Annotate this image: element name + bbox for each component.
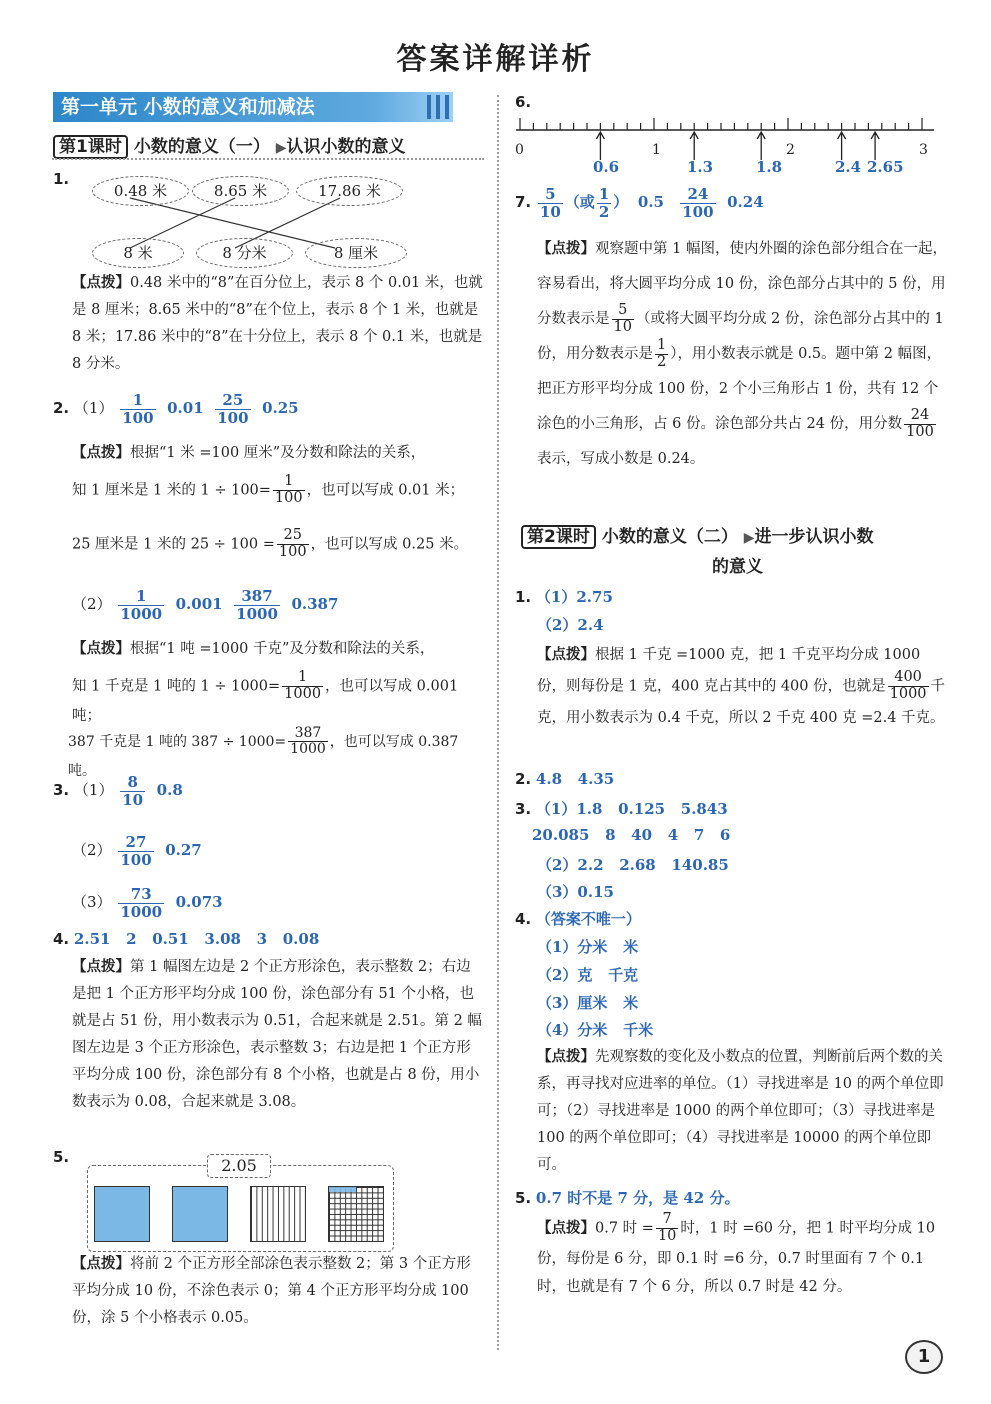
denominator: 100	[278, 543, 307, 560]
numerator: 25	[215, 392, 250, 410]
q2-fraction	[215, 392, 250, 426]
denominator: 2	[657, 353, 667, 370]
tip-text: 时，1 时 =60 分，把 1 时平均分成 10 份，每份是 6 分，即 0.1 时 =6 分，0.7 时里面有 7 个 0.1 时，也就是有 7 个 6 分，所以 0.7 时是 42 分。	[537, 1220, 936, 1295]
q7-answer	[515, 186, 764, 220]
q2-tip1-line3	[72, 528, 484, 561]
lesson1-name: 小数的意义（一）	[133, 137, 270, 157]
q6-answer: 1.8	[756, 158, 783, 176]
numerator: 1	[598, 185, 610, 203]
denominator: 1000	[236, 604, 278, 623]
q7-fraction	[680, 186, 715, 220]
fraction	[288, 726, 328, 758]
lesson2-name: 小数的意义（二）	[601, 527, 738, 547]
r3-answer-text: （1）1.8 0.125 5.843	[535, 800, 728, 818]
q2-decimal: 0.01	[167, 399, 204, 417]
tip-label: 【点拨】	[72, 959, 130, 975]
q2-tip2-line2	[72, 670, 484, 730]
unit-title: 第一单元 小数的意义和加减法	[61, 96, 315, 118]
q1-bottom-oval-2	[196, 238, 293, 268]
q1-top-label: 0.48 米	[113, 182, 168, 200]
numerator: 5	[612, 303, 634, 320]
denominator: 2	[598, 202, 610, 221]
tip-text: 387 千克是 1 吨的 387 ÷ 1000=	[68, 733, 287, 750]
q2-part1-label: （1）	[73, 399, 114, 417]
q1-tip-text: 0.48 米中的“8”在百分位上，表示 8 个 0.01 米，也就是 8 厘米；8.65 米中的“8”在个位上，表示 8 个 1 米，也就是 8 米；17.86 米中的“8”在十分位上，表示 8 个 0.1 米，也就是 8 分米。	[72, 275, 483, 372]
q7-or: （或	[564, 193, 595, 211]
q7-number: 7.	[515, 193, 532, 211]
r3-line-1	[515, 798, 728, 819]
tip-text: 知 1 厘米是 1 米的 1 ÷ 100=	[72, 482, 271, 499]
q4-number: 4.	[53, 930, 70, 948]
denominator: 100	[120, 850, 152, 869]
q1-top-label: 8.65 米	[213, 182, 268, 200]
lesson1-heading	[53, 132, 406, 157]
r3-number: 3.	[515, 800, 532, 818]
page-title: 答案详解详析	[396, 42, 595, 77]
r5-tip	[537, 1212, 947, 1301]
q3-decimal: 0.8	[156, 781, 183, 799]
q3-fraction	[120, 774, 145, 808]
denominator: 100	[682, 202, 714, 221]
q5-square-full-2	[172, 1186, 228, 1242]
q7-close: ）	[613, 193, 629, 211]
arrow-up-icon	[838, 132, 846, 160]
tip-label: 【点拨】	[537, 1220, 595, 1237]
q3-item-2	[72, 834, 202, 868]
r4-item: （3）厘米 米	[537, 994, 639, 1012]
r2-answer-text: 4.8 4.35	[535, 770, 615, 788]
lesson2-sub2: 的意义	[712, 557, 763, 577]
fraction	[273, 474, 305, 507]
r5-answer-text: 0.7 时不是 7 分，是 42 分。	[535, 1189, 740, 1207]
denominator: 10	[539, 202, 561, 221]
numerator: 5	[538, 186, 563, 204]
q7-decimal: 0.24	[727, 193, 764, 211]
fraction	[656, 1212, 678, 1245]
numerator: 1	[657, 336, 667, 353]
numerator: 25	[277, 528, 309, 545]
tick-label-0: 0	[515, 142, 524, 158]
q5-shaded-cells	[329, 1187, 356, 1192]
unit-title-banner	[53, 92, 453, 122]
number-line-ticks	[516, 118, 934, 160]
denominator: 1000	[889, 685, 927, 702]
q5-square-full-1	[94, 1186, 150, 1242]
numerator: 1	[282, 670, 323, 687]
numerator: 1	[120, 392, 155, 410]
triangle-icon: ▶	[275, 140, 287, 156]
q2-decimal: 0.001	[175, 595, 223, 613]
numerator: 400	[888, 670, 929, 687]
r4-tip-text: 先观察数的变化及小数点的位置，判断前后两个数的关系，再寻找对应进率的单位。（1）寻找进率是 10 的两个单位即可；（2）寻找进率是 1000 的两个单位即可；（3）寻找进率是 100 的两个单位即可；（4）寻找进率是 10000 的两个单位即可。	[537, 1049, 944, 1173]
q7-tip	[537, 232, 947, 477]
lesson2-sub: 进一步认识小数	[754, 527, 874, 547]
tip-label: 【点拨】	[537, 241, 595, 257]
q7-decimal: 0.5	[637, 193, 664, 211]
q7-fraction	[597, 186, 611, 220]
q2-part2-label: （2）	[72, 595, 112, 613]
r4-item: （4）分米 千米	[537, 1021, 654, 1039]
q2-decimal: 0.25	[262, 399, 299, 417]
tip-text: 表示，写成小数是 0.24。	[537, 451, 705, 467]
q5-value-label: 2.05	[207, 1154, 271, 1178]
q2-fraction	[118, 588, 164, 622]
fraction	[282, 670, 323, 703]
lesson1-sub: 认识小数的意义	[286, 137, 406, 157]
numerator: 73	[118, 886, 164, 904]
tip-label: 【点拨】	[537, 1049, 595, 1065]
r4-item: （2）克 千克	[537, 966, 639, 984]
q2-fraction	[120, 392, 155, 426]
numerator: 24	[680, 186, 715, 204]
q3-label: （2）	[72, 841, 112, 859]
tip-text: 根据 1 千克 =1000 克，把 1 千克平均分成 1000 份，则每份是 1 克，400 克占其中的 400 份，也就是	[537, 647, 921, 695]
q4-answer-text: 2.51 2 0.51 3.08 3 0.08	[73, 930, 320, 948]
r4-heading	[515, 908, 641, 929]
fraction	[655, 338, 668, 371]
q2-part2-answer	[72, 588, 338, 622]
tip-text: 知 1 千克是 1 吨的 1 ÷ 1000=	[72, 678, 281, 695]
tip-label: 【点拨】	[72, 1256, 130, 1272]
denominator: 1000	[290, 741, 326, 758]
denominator: 1000	[284, 685, 322, 702]
arrow-up-icon	[596, 132, 604, 160]
tip-text: （或将大圆平均分成 2 份，涂色部分占其中的 1 份，用分数表示是	[537, 311, 944, 362]
q1-top-label: 17.86 米	[318, 182, 381, 200]
tip-label: 【点拨】	[72, 445, 130, 461]
q1-bottom-label: 8 分米	[222, 244, 267, 262]
q3-item-3	[72, 886, 223, 920]
numerator: 1	[273, 474, 305, 491]
q3-number: 3.	[53, 781, 70, 799]
q1-number: 1.	[53, 170, 70, 188]
tip-text: ，也可以写成 0.001 吨；	[72, 678, 459, 724]
denominator: 100	[906, 423, 934, 440]
tip-text: 0.7 时 =	[595, 1220, 654, 1237]
triangle-icon: ▶	[743, 530, 755, 546]
arrow-up-icon	[757, 132, 765, 160]
tip-text: ，也可以写成 0.01 米；	[306, 482, 465, 499]
q4-answer	[53, 930, 319, 948]
denominator: 1000	[120, 604, 163, 623]
q3-label: （1）	[73, 781, 114, 799]
tip-label: 【点拨】	[72, 641, 130, 657]
lesson1-rule	[52, 158, 484, 160]
page-number: 1	[905, 1340, 943, 1374]
q6-answer: 2.65	[867, 158, 904, 176]
r3-line-4: （3）0.15	[537, 883, 614, 901]
q4-tip	[72, 954, 484, 1116]
tip-text: ，也可以写成 0.25 米。	[310, 536, 469, 553]
tip-text: ，也可以写成 0.387 吨。	[68, 733, 459, 779]
q6-answer: 2.4	[835, 158, 862, 176]
r3-line-2: 20.085 8 40 4 7 6	[532, 826, 731, 844]
q5-square-hundredths	[328, 1186, 384, 1242]
lesson1-tag: 第1课时	[53, 135, 128, 159]
q4-tip-text: 第 1 幅图左边是 2 个正方形涂色，表示整数 2；右边是把 1 个正方形平均分成 100 份，涂色部分有 51 个小格，也就是占 51 份，用小数表示为 0.51，合起来就是 2.51。第 2 幅图左边是 3 个正方形涂色，表示整数 3；右边是把 1 个正方形平均分成 100 份，涂色部分有 8 个小格，也就是占 8 份，用小数表示为 0.08，合起来就是 3.08。	[72, 959, 482, 1110]
q1-bottom-label: 8 米	[123, 244, 153, 262]
numerator: 7	[656, 1212, 678, 1229]
numerator: 387	[288, 726, 328, 742]
denominator: 10	[657, 1227, 677, 1244]
tip-label: 【点拨】	[72, 275, 130, 291]
denominator: 10	[122, 790, 144, 809]
tip-text: 千克，用小数表示为 0.4 千克，所以 2 千克 400 克 =2.4 千克。	[537, 678, 946, 726]
fraction	[888, 670, 929, 703]
r1-answer-text: （1）2.75	[535, 588, 613, 606]
numerator: 8	[120, 774, 145, 792]
r4-number: 4.	[515, 910, 532, 928]
r5-answer	[515, 1187, 739, 1208]
q1-tip	[72, 270, 484, 378]
q3-fraction	[118, 886, 164, 920]
tick-label-1: 1	[652, 142, 661, 158]
denominator: 1000	[120, 902, 163, 921]
q1-bottom-oval-1	[92, 238, 184, 268]
q5-square-tenths	[250, 1186, 306, 1242]
tip-text: 根据“1 吨 =1000 千克”及分数和除法的关系，	[130, 641, 435, 657]
banner-decoration	[422, 95, 449, 128]
tip-text: 观察题中第 1 幅图，使内外圈的涂色部分组合在一起，容易看出，将大圆平均分成 10 份，涂色部分占其中的 5 份，用分数表示是	[537, 241, 947, 327]
numerator: 1	[118, 588, 164, 606]
q6-number: 6.	[515, 93, 532, 111]
r4-tip	[537, 1044, 947, 1179]
q3-item-1	[53, 774, 183, 808]
tip-text: 25 厘米是 1 米的 25 ÷ 100 =	[72, 536, 275, 553]
q3-decimal: 0.27	[165, 841, 202, 859]
arrow-up-icon	[690, 132, 698, 160]
q2-tip1	[72, 440, 484, 467]
numerator: 27	[118, 834, 153, 852]
denominator: 100	[274, 489, 303, 506]
r3-line-3: （2）2.2 2.68 140.85	[537, 856, 729, 874]
r2-number: 2.	[515, 770, 532, 788]
q2-part1-answer	[53, 392, 299, 426]
q1-top-oval-3	[296, 176, 403, 206]
q6-answer: 1.3	[687, 158, 714, 176]
r2-answer	[515, 770, 614, 788]
numerator: 24	[904, 408, 936, 425]
r1-number: 1.	[515, 588, 532, 606]
q3-fraction	[118, 834, 153, 868]
fraction	[904, 408, 936, 441]
denominator: 10	[613, 318, 632, 335]
q2-decimal: 0.387	[291, 595, 339, 613]
numerator: 387	[234, 588, 280, 606]
q3-label: （3）	[72, 893, 112, 911]
r4-item: （1）分米 米	[537, 938, 639, 956]
r1-answer-2: （2）2.4	[537, 616, 604, 634]
lesson2-heading	[521, 522, 874, 547]
denominator: 100	[122, 408, 154, 427]
q1-top-oval-1	[92, 176, 189, 206]
tip-text: ），用小数表示就是 0.5。题中第 2 幅图，把正方形平均分成 100 份，2 个小三角形占 1 份，共有 12 个涂色的小三角形，占 6 份。涂色部分共占 24 份，用分数	[537, 346, 942, 432]
q5-tip-text: 将前 2 个正方形全部涂色表示整数 2；第 3 个正方形平均分成 10 份，不涂色表示 0；第 4 个正方形平均分成 100 份，涂 5 个小格表示 0.05。	[72, 1256, 471, 1326]
r1-tip	[537, 640, 947, 733]
q1-top-oval-2	[192, 176, 289, 206]
q2-fraction	[234, 588, 280, 622]
q6-answer: 0.6	[593, 158, 620, 176]
tick-label-2: 2	[786, 142, 795, 158]
q5-tip	[72, 1251, 484, 1332]
q2-tip2	[72, 636, 484, 663]
r4-note: （答案不唯一）	[535, 910, 641, 928]
arrow-up-icon	[871, 132, 879, 160]
q1-bottom-label: 8 厘米	[333, 244, 379, 262]
q5-number: 5.	[53, 1148, 70, 1166]
q7-fraction	[538, 186, 563, 220]
tip-label: 【点拨】	[537, 647, 595, 663]
r5-number: 5.	[515, 1189, 532, 1207]
denominator: 100	[217, 408, 249, 427]
q2-tip1-line2	[72, 474, 484, 507]
q1-bottom-oval-3	[305, 238, 407, 268]
tip-text: 根据“1 米 =100 厘米”及分数和除法的关系，	[130, 445, 426, 461]
column-divider	[497, 95, 499, 1350]
lesson2-tag: 第2课时	[521, 525, 596, 549]
fraction	[277, 528, 309, 561]
fraction	[612, 303, 634, 336]
tick-label-3: 3	[919, 142, 928, 158]
r1-answer-1	[515, 586, 613, 607]
q2-number: 2.	[53, 399, 70, 417]
q3-decimal: 0.073	[175, 893, 223, 911]
